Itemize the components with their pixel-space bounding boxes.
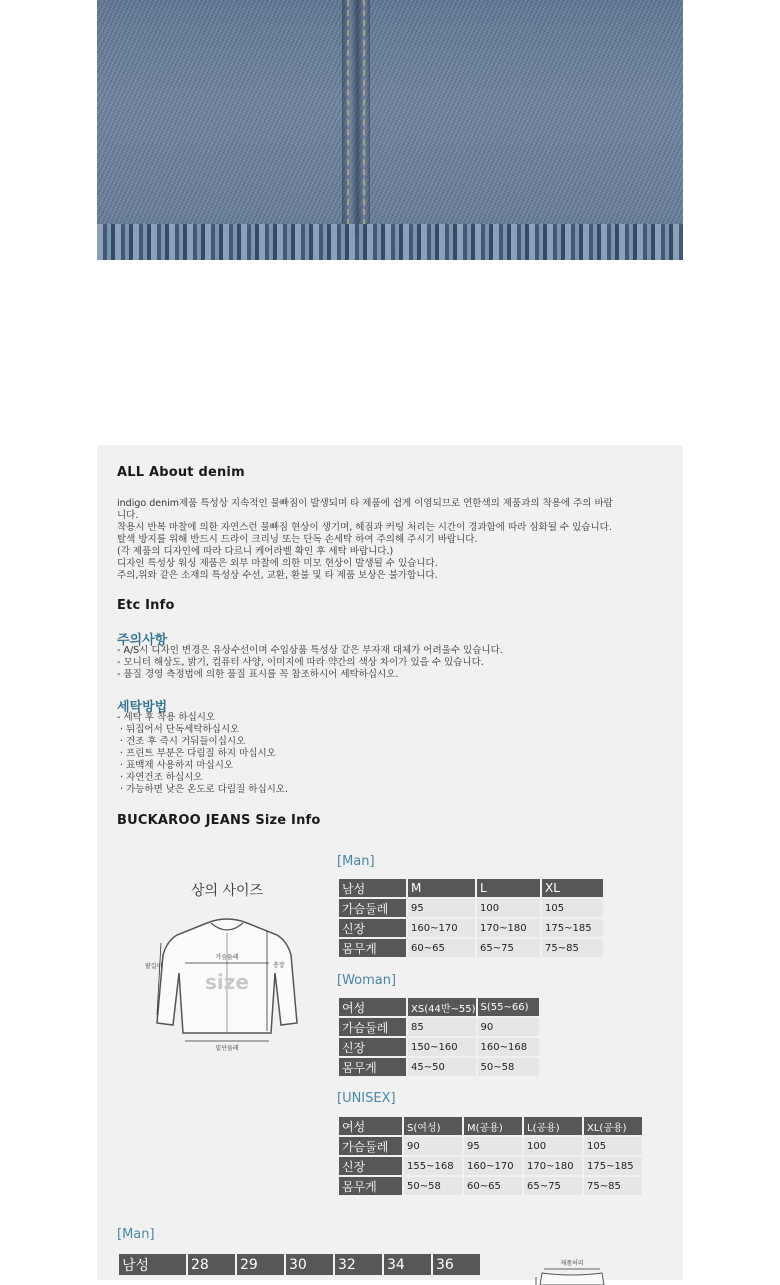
wash-line: · 가능하면 낮은 온도로 다림질 하십시오. [117, 784, 288, 795]
wash-line: - 세탁 후 착용 하십시오 [117, 712, 216, 723]
wash-text [117, 712, 288, 796]
about-line: 디자인 특성상 워싱 제품은 외부 마찰에 의한 미모 현상이 발생될 수 있습니다. [117, 558, 438, 569]
product-info-panel [97, 445, 683, 1280]
wash-line: · 프린트 부분은 다림질 하지 마십시오 [117, 748, 276, 759]
woman-size-table [337, 996, 541, 1078]
table-cell: 160~168 [478, 1038, 539, 1056]
table-row [339, 1058, 539, 1076]
table-header-cell: S(55~66) [478, 998, 539, 1016]
row-header-cell: 가슴둘레 [339, 1137, 402, 1155]
table-row [339, 1157, 642, 1175]
man-size-label: [Man] [337, 854, 375, 869]
table-cell: 50~58 [478, 1058, 539, 1076]
table-cell: 95 [464, 1137, 522, 1155]
caution-line: - 품질 경영 측정법에 의한 품질 표시를 꼭 참조하시어 세탁하십시오. [117, 669, 399, 680]
table-header-cell: XL [542, 879, 603, 897]
table-cell: 85 [408, 1018, 476, 1036]
table-header-row [339, 879, 603, 897]
row-header-cell: 몸무게 [339, 1058, 406, 1076]
table-cell: 50~58 [404, 1177, 462, 1195]
sleeve-label: 팔길이 [145, 963, 163, 970]
table-header-row [339, 998, 539, 1016]
table-cell: 160~170 [408, 919, 475, 937]
table-cell: 60~65 [408, 939, 475, 957]
unisex-size-label: [UNISEX] [337, 1091, 396, 1106]
woman-size-label: [Woman] [337, 973, 397, 988]
length-label: 총장 [273, 962, 285, 969]
table-row [339, 1018, 539, 1036]
table-header-cell: 34 [384, 1254, 431, 1275]
jacket-diagram-icon [115, 855, 315, 1055]
table-cell: 100 [524, 1137, 582, 1155]
table-header-cell: 36 [433, 1254, 480, 1275]
table-header-cell: 28 [188, 1254, 235, 1275]
table-header-cell: 여성 [339, 998, 406, 1016]
table-cell: 45~50 [408, 1058, 476, 1076]
table-header-cell: 여성 [339, 1117, 402, 1135]
table-cell: 170~180 [524, 1157, 582, 1175]
about-title: ALL About denim [117, 465, 245, 480]
about-text [117, 498, 613, 582]
table-header-row [119, 1254, 480, 1275]
hem-label: 밑단둘레 [215, 1045, 239, 1052]
table-row [339, 919, 603, 937]
caution-title: 주의사항 [117, 633, 168, 648]
unisex-size-table [337, 1115, 644, 1197]
row-header-cell: 몸무게 [339, 939, 406, 957]
caution-line: - A/S시 디자인 변경은 유상수선이며 수입상품 특성상 같은 부자재 대체가 어려울수 있습니다. [117, 645, 503, 656]
table-cell: 90 [404, 1137, 462, 1155]
row-header-cell: 가슴둘레 [339, 1018, 406, 1036]
table-cell: 65~75 [524, 1177, 582, 1195]
diagram-center-text: size [205, 970, 249, 994]
table-cell: 60~65 [464, 1177, 522, 1195]
table-row [339, 1137, 642, 1155]
about-line: 주의,위와 같은 소재의 특성상 수선, 교환, 환불 및 타 제품 보상은 불가합니다. [117, 570, 438, 581]
about-line: 탈색 방지를 위해 반드시 드라이 크리닝 또는 단독 손세탁 하여 주의해 주시기 바랍니다. [117, 534, 478, 545]
table-row [339, 1177, 642, 1195]
table-cell: 155~168 [404, 1157, 462, 1175]
table-row [339, 899, 603, 917]
wash-line: · 뒤집어서 단독세탁하십시오 [117, 724, 240, 735]
table-header-cell: L(공용) [524, 1117, 582, 1135]
pants-waist-label: 제품허리 [560, 1260, 584, 1267]
table-row [339, 939, 603, 957]
wash-line: · 표백제 사용하지 마십시오 [117, 760, 234, 771]
table-header-cell: XS(44반~55) [408, 998, 476, 1016]
row-header-cell: 가슴둘레 [339, 899, 406, 917]
wash-line: · 건조 후 즉시 거둬들이십시오 [117, 736, 246, 747]
table-header-cell: S(여성) [404, 1117, 462, 1135]
table-cell: 175~185 [542, 919, 603, 937]
row-header-cell: 신장 [339, 919, 406, 937]
table-header-cell: 29 [237, 1254, 284, 1275]
etc-title: Etc Info [117, 598, 175, 613]
pants-man-size-label: [Man] [117, 1227, 155, 1242]
caution-line: - 모니터 해상도, 밝기, 컴퓨터 사양, 이미지에 따라 약간의 색상 차이가 있을 수 있습니다. [117, 657, 484, 668]
pants-waistband [540, 1273, 604, 1285]
top-size-diagram [115, 855, 315, 1055]
table-cell: 75~85 [584, 1177, 642, 1195]
pants-man-size-table [117, 1252, 482, 1277]
denim-stitch-line [347, 0, 349, 225]
table-cell: 95 [408, 899, 475, 917]
table-header-row [339, 1117, 642, 1135]
table-header-cell: XL(공용) [584, 1117, 642, 1135]
table-header-cell: 남성 [119, 1254, 186, 1275]
denim-stitch-line [363, 0, 365, 225]
table-cell: 170~180 [477, 919, 540, 937]
table-cell: 175~185 [584, 1157, 642, 1175]
diagram-title: 상의 사이즈 [190, 883, 264, 899]
table-header-cell: L [477, 879, 540, 897]
wash-title: 세탁방법 [117, 700, 168, 715]
table-header-cell: M [408, 879, 475, 897]
size-info-title: BUCKAROO JEANS Size Info [117, 813, 321, 828]
about-line: indigo denim제품 특성상 지속적인 물빠짐이 발생되며 타 제품에 쉽게 이염되므로 연한색의 제품과의 착용에 주의 바랍 [117, 498, 613, 509]
table-cell: 100 [477, 899, 540, 917]
denim-hem-fray [97, 224, 683, 260]
pants-diagram-icon [522, 1255, 622, 1285]
product-photo-denim [97, 0, 683, 260]
table-header-cell: 남성 [339, 879, 406, 897]
row-header-cell: 신장 [339, 1038, 406, 1056]
man-size-table [337, 877, 605, 959]
table-cell: 90 [478, 1018, 539, 1036]
about-line: 니다. [117, 510, 139, 521]
table-cell: 105 [584, 1137, 642, 1155]
table-cell: 65~75 [477, 939, 540, 957]
table-header-cell: M(공용) [464, 1117, 522, 1135]
table-cell: 150~160 [408, 1038, 476, 1056]
table-row [339, 1038, 539, 1056]
table-cell: 75~85 [542, 939, 603, 957]
caution-text [117, 645, 503, 681]
about-line: (각 제품의 디자인에 따라 다르니 케어라벨 확인 후 세탁 바랍니다.) [117, 546, 394, 557]
row-header-cell: 신장 [339, 1157, 402, 1175]
table-cell: 160~170 [464, 1157, 522, 1175]
wash-line: · 자연건조 하십시오 [117, 772, 203, 783]
row-header-cell: 몸무게 [339, 1177, 402, 1195]
table-header-cell: 32 [335, 1254, 382, 1275]
chest-label: 가슴둘레 [215, 954, 239, 961]
table-cell: 105 [542, 899, 603, 917]
table-header-cell: 30 [286, 1254, 333, 1275]
about-line: 착용시 반복 마찰에 의한 자연스런 물빠짐 현상이 생기며, 헤짐과 커팅 처리는 시간이 경과함에 따라 심화될 수 있습니다. [117, 522, 612, 533]
